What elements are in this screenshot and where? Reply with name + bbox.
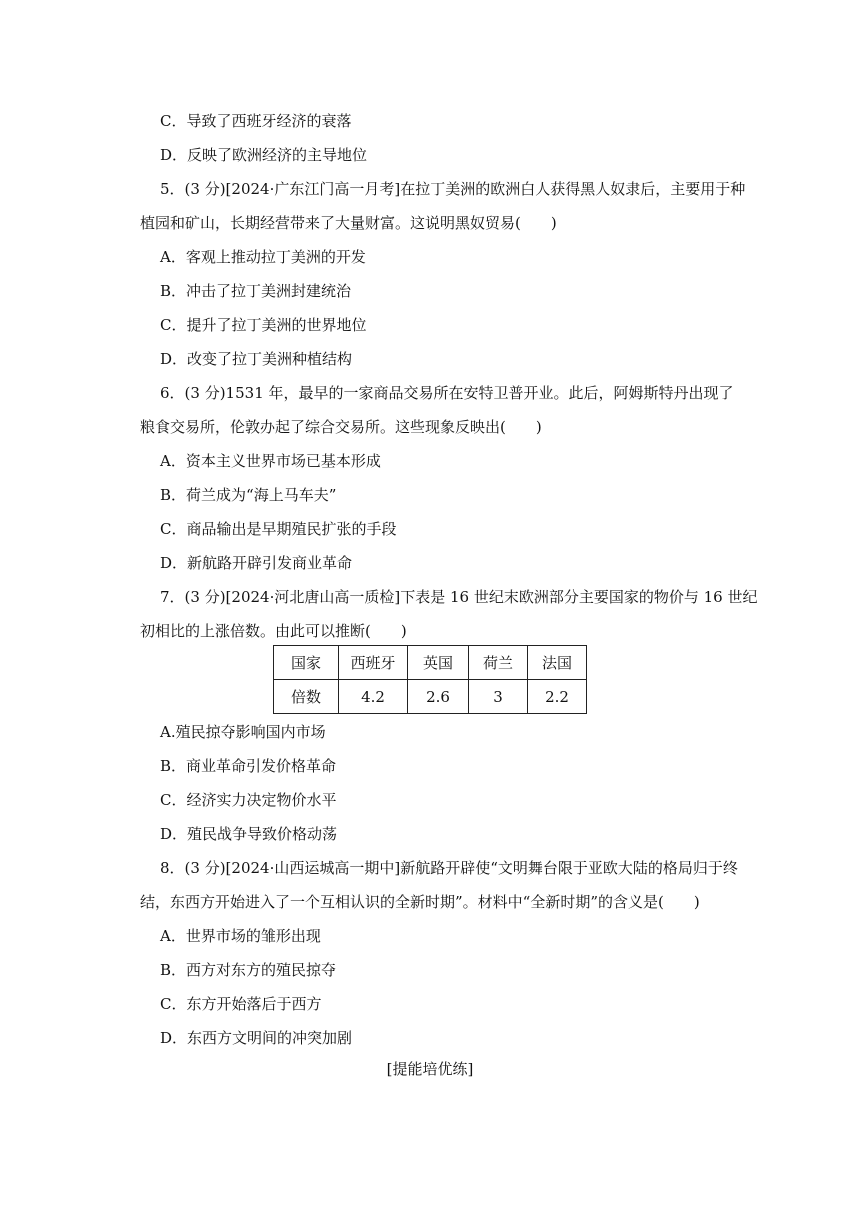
q5-option-d: D．改变了拉丁美洲种植结构 (160, 350, 353, 368)
q7-option-a: A.殖民掠夺影响国内市场 (160, 723, 326, 741)
q7-stem-line1: 7．(3 分)[2024·河北唐山高一质检]下表是 16 世纪末欧洲部分主要国家的物价与 16 世纪 (160, 588, 758, 606)
table-header-row (274, 646, 587, 680)
q5-option-a: A．客观上推动拉丁美洲的开发 (160, 248, 366, 266)
q8-option-a: A．世界市场的雏形出现 (160, 927, 321, 945)
q4-option-d: D．反映了欧洲经济的主导地位 (160, 146, 368, 164)
q6-option-d: D．新航路开辟引发商业革命 (160, 554, 353, 572)
q6-stem-line2: 粮食交易所，伦敦办起了综合交易所。这些现象反映出( ) (140, 418, 542, 436)
q5-stem-line2: 植园和矿山，长期经营带来了大量财富。这说明黑奴贸易( ) (140, 214, 557, 232)
q7-stem-line2: 初相比的上涨倍数。由此可以推断( ) (140, 622, 407, 640)
q6-option-a: A．资本主义世界市场已基本形成 (160, 452, 381, 470)
table-cell: 英国 (408, 646, 469, 680)
q6-option-c: C．商品输出是早期殖民扩张的手段 (160, 520, 397, 538)
q5-option-c: C．提升了拉丁美洲的世界地位 (160, 316, 367, 334)
q7-option-b: B．商业革命引发价格革命 (160, 757, 337, 775)
table-row (274, 680, 587, 714)
table-cell: 倍数 (274, 680, 339, 714)
q7-option-c: C．经济实力决定物价水平 (160, 791, 337, 809)
q8-option-b: B．西方对东方的殖民掠夺 (160, 961, 337, 979)
table-cell: 2.2 (528, 680, 587, 714)
q8-stem-line1: 8．(3 分)[2024·山西运城高一期中]新航路开辟使“文明舞台限于亚欧大陆的格局归于终 (160, 859, 738, 877)
q5-option-b: B．冲击了拉丁美洲封建统治 (160, 282, 352, 300)
table-cell: 4.2 (339, 680, 408, 714)
table-cell: 2.6 (408, 680, 469, 714)
q5-stem-line1: 5．(3 分)[2024·广东江门高一月考]在拉丁美洲的欧洲白人获得黑人奴隶后，主要用于种 (160, 180, 746, 198)
q7-option-d: D．殖民战争导致价格动荡 (160, 825, 338, 843)
table-cell: 荷兰 (469, 646, 528, 680)
q8-option-c: C．东方开始落后于西方 (160, 995, 322, 1013)
q4-option-c: C．导致了西班牙经济的衰落 (160, 112, 352, 130)
table-cell: 西班牙 (339, 646, 408, 680)
table-cell: 3 (469, 680, 528, 714)
q8-option-d: D．东西方文明间的冲突加剧 (160, 1029, 353, 1047)
q8-stem-line2: 结，东西方开始进入了一个互相认识的全新时期”。材料中“全新时期”的含义是( ) (140, 893, 700, 911)
table-cell: 国家 (274, 646, 339, 680)
q6-option-b: B．荷兰成为“海上马车夫” (160, 486, 337, 504)
section-title: [提能培优练] (386, 1060, 474, 1078)
q6-stem-line1: 6．(3 分)1531 年，最早的一家商品交易所在安特卫普开业。此后，阿姆斯特丹出现了 (160, 384, 734, 402)
table-cell: 法国 (528, 646, 587, 680)
price-increase-table (273, 645, 587, 714)
